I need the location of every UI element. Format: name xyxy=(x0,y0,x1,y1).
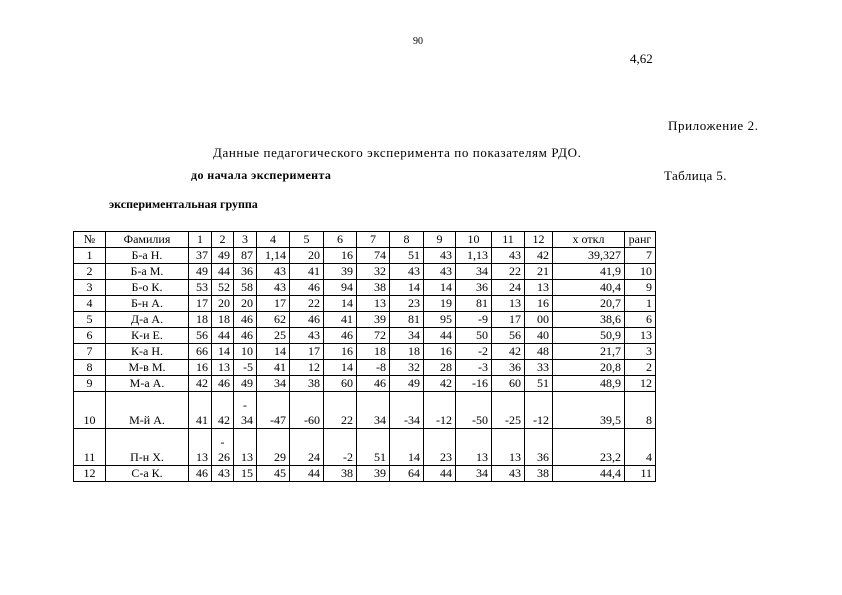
table-cell: 12 xyxy=(625,376,656,392)
table-cell: -8 xyxy=(357,360,390,376)
table-cell: -50 xyxy=(456,392,492,429)
table-cell: 13 xyxy=(525,280,553,296)
table-cell: 17 xyxy=(189,296,212,312)
surname-cell: С-а К. xyxy=(106,466,189,482)
surname-cell: К-а Н. xyxy=(106,344,189,360)
table-cell: 1,14 xyxy=(257,248,290,264)
table-cell: 18 xyxy=(189,312,212,328)
table-cell: 18 xyxy=(212,312,234,328)
surname-cell: М-в М. xyxy=(106,360,189,376)
table-cell: 42 xyxy=(189,376,212,392)
table-cell: 13 xyxy=(492,429,525,466)
table-cell: 94 xyxy=(324,280,357,296)
page-number: 90 xyxy=(413,36,423,47)
table-cell: 40,4 xyxy=(553,280,625,296)
table-cell: 6 xyxy=(625,312,656,328)
table-cell: 14 xyxy=(324,360,357,376)
table-cell: 56 xyxy=(492,328,525,344)
table-cell: 41 xyxy=(290,264,324,280)
table-cell: 46 xyxy=(290,312,324,328)
table-row xyxy=(74,392,656,429)
table-cell: 81 xyxy=(456,296,492,312)
table-cell: 44 xyxy=(212,264,234,280)
table-cell: 16 xyxy=(189,360,212,376)
table-cell: 38 xyxy=(525,466,553,482)
table-cell: 42 xyxy=(492,344,525,360)
table-cell: 52 xyxy=(212,280,234,296)
column-header: Фамилия xyxy=(106,232,189,248)
table-cell: 46 xyxy=(212,376,234,392)
table-cell: 42 xyxy=(212,392,234,429)
table-cell: 13 xyxy=(625,328,656,344)
table-cell: 42 xyxy=(525,248,553,264)
table-cell: 10 xyxy=(234,344,257,360)
surname-cell: П-н Х. xyxy=(106,429,189,466)
table-cell: 38 xyxy=(324,466,357,482)
top-value: 4,62 xyxy=(630,51,653,66)
table-cell: 36 xyxy=(456,280,492,296)
table-cell: 25 xyxy=(257,328,290,344)
table-cell: 39 xyxy=(324,264,357,280)
table-cell: 18 xyxy=(390,344,424,360)
table-cell: 49 xyxy=(189,264,212,280)
table-cell: 44 xyxy=(424,328,456,344)
table-cell: -9 xyxy=(456,312,492,328)
column-header: 12 xyxy=(525,232,553,248)
table-cell: 43 xyxy=(424,248,456,264)
column-header: ранг xyxy=(625,232,656,248)
table-cell: 43 xyxy=(257,280,290,296)
column-header: 6 xyxy=(324,232,357,248)
table-cell: 24 xyxy=(492,280,525,296)
table-cell: 24 xyxy=(290,429,324,466)
table-cell: 14 xyxy=(257,344,290,360)
table-cell: 34 xyxy=(456,466,492,482)
table-cell: 56 xyxy=(189,328,212,344)
table-cell: 28 xyxy=(424,360,456,376)
table-row xyxy=(74,296,656,312)
table-body xyxy=(74,248,656,482)
table-cell: 7 xyxy=(625,248,656,264)
table-cell: 2 xyxy=(625,360,656,376)
surname-cell: Б-а Н. xyxy=(106,248,189,264)
table-cell: 50,9 xyxy=(553,328,625,344)
table-row xyxy=(74,376,656,392)
table-cell: 23,2 xyxy=(553,429,625,466)
table-cell: 39,327 xyxy=(553,248,625,264)
table-cell: 44,4 xyxy=(553,466,625,482)
table-cell: 42 xyxy=(424,376,456,392)
table-cell: 60 xyxy=(324,376,357,392)
column-header: 2 xyxy=(212,232,234,248)
table-cell: 38 xyxy=(357,280,390,296)
table-cell: 45 xyxy=(257,466,290,482)
table-cell: 81 xyxy=(390,312,424,328)
table-cell: 20,7 xyxy=(553,296,625,312)
column-header: 1 xyxy=(189,232,212,248)
surname-cell: Б-а М. xyxy=(106,264,189,280)
table-cell: 16 xyxy=(324,248,357,264)
table-cell: 14 xyxy=(390,429,424,466)
table-cell: 58 xyxy=(234,280,257,296)
table-cell: 8 xyxy=(625,392,656,429)
table-cell: 44 xyxy=(424,466,456,482)
table-cell: 49 xyxy=(390,376,424,392)
table-cell: 34 xyxy=(257,376,290,392)
table-cell: 16 xyxy=(424,344,456,360)
table-row xyxy=(74,328,656,344)
table-cell: 17 xyxy=(492,312,525,328)
table-row xyxy=(74,429,656,466)
table-cell: 51 xyxy=(525,376,553,392)
table-cell: 21 xyxy=(525,264,553,280)
table-cell: 13 xyxy=(234,429,257,466)
table-cell: 29 xyxy=(257,429,290,466)
table-cell: 19 xyxy=(424,296,456,312)
table-cell: 41,9 xyxy=(553,264,625,280)
table-cell: 95 xyxy=(424,312,456,328)
table-row xyxy=(74,312,656,328)
table-cell: -2 xyxy=(324,429,357,466)
table-cell: -25 xyxy=(492,392,525,429)
table-cell: 87 xyxy=(234,248,257,264)
table-cell: 36 xyxy=(492,360,525,376)
column-header: 5 xyxy=(290,232,324,248)
table-cell: 14 xyxy=(212,344,234,360)
table-cell: 20 xyxy=(290,248,324,264)
table-cell: 44 xyxy=(290,466,324,482)
table-cell: 41 xyxy=(257,360,290,376)
table-cell: 66 xyxy=(189,344,212,360)
table-cell: 13 xyxy=(212,360,234,376)
table-cell: 62 xyxy=(257,312,290,328)
table-cell: -2 xyxy=(456,344,492,360)
table-row xyxy=(74,466,656,482)
surname-cell: Б-н А. xyxy=(106,296,189,312)
table-cell: 43 xyxy=(492,248,525,264)
table-cell: 46 xyxy=(357,376,390,392)
row-number: 4 xyxy=(74,296,106,312)
table-cell: 48 xyxy=(525,344,553,360)
table-cell: 74 xyxy=(357,248,390,264)
table-cell: 39,5 xyxy=(553,392,625,429)
table-cell: 49 xyxy=(234,376,257,392)
table-cell: 13 xyxy=(456,429,492,466)
column-header: x откл xyxy=(553,232,625,248)
table-cell: 46 xyxy=(189,466,212,482)
table-cell: -60 xyxy=(290,392,324,429)
row-number: 11 xyxy=(74,429,106,466)
table-cell: 33 xyxy=(525,360,553,376)
column-header: 11 xyxy=(492,232,525,248)
table-cell: 41 xyxy=(189,392,212,429)
table-cell: 12 xyxy=(290,360,324,376)
table-cell: 39 xyxy=(357,312,390,328)
table-cell: 32 xyxy=(357,264,390,280)
table-row xyxy=(74,264,656,280)
row-number: 5 xyxy=(74,312,106,328)
table-cell: - 34 xyxy=(234,392,257,429)
table-cell: 17 xyxy=(257,296,290,312)
table-cell: 40 xyxy=(525,328,553,344)
table-cell: 48,9 xyxy=(553,376,625,392)
table-cell: 00 xyxy=(525,312,553,328)
surname-cell: Д-а А. xyxy=(106,312,189,328)
table-cell: 13 xyxy=(189,429,212,466)
table-cell: 46 xyxy=(234,328,257,344)
table-cell: 23 xyxy=(424,429,456,466)
row-number: 9 xyxy=(74,376,106,392)
row-number: 2 xyxy=(74,264,106,280)
appendix-label: Приложение 2. xyxy=(668,118,759,133)
table-cell: 43 xyxy=(290,328,324,344)
table-cell: 38,6 xyxy=(553,312,625,328)
table-cell: 13 xyxy=(357,296,390,312)
table-cell: 36 xyxy=(525,429,553,466)
column-header: 9 xyxy=(424,232,456,248)
table-cell: 18 xyxy=(357,344,390,360)
column-header: 10 xyxy=(456,232,492,248)
table-cell: 16 xyxy=(525,296,553,312)
row-number: 12 xyxy=(74,466,106,482)
surname-cell: М-а А. xyxy=(106,376,189,392)
table-cell: 37 xyxy=(189,248,212,264)
table-row xyxy=(74,344,656,360)
table-cell: 1 xyxy=(625,296,656,312)
table-cell: 43 xyxy=(212,466,234,482)
table-cell: 38 xyxy=(290,376,324,392)
table-cell: 20 xyxy=(234,296,257,312)
document-title: Данные педагогического эксперимента по показателям РДО. xyxy=(213,145,582,160)
table-cell: 43 xyxy=(390,264,424,280)
table-cell: 60 xyxy=(492,376,525,392)
column-header: 8 xyxy=(390,232,424,248)
results-table xyxy=(73,231,656,482)
table-cell: 46 xyxy=(234,312,257,328)
row-number: 3 xyxy=(74,280,106,296)
table-cell: 43 xyxy=(424,264,456,280)
table-cell: 14 xyxy=(390,280,424,296)
table-cell: 13 xyxy=(492,296,525,312)
group-label: экспериментальная группа xyxy=(109,197,258,211)
table-cell: 20 xyxy=(212,296,234,312)
table-cell: 39 xyxy=(357,466,390,482)
table-cell: -16 xyxy=(456,376,492,392)
table-cell: 64 xyxy=(390,466,424,482)
table-cell: 22 xyxy=(324,392,357,429)
table-cell: 14 xyxy=(324,296,357,312)
row-number: 1 xyxy=(74,248,106,264)
column-header: № xyxy=(74,232,106,248)
table-cell: 34 xyxy=(390,328,424,344)
table-cell: 36 xyxy=(234,264,257,280)
table-row xyxy=(74,280,656,296)
table-cell: 15 xyxy=(234,466,257,482)
table-cell: 16 xyxy=(324,344,357,360)
row-number: 8 xyxy=(74,360,106,376)
table-cell: 72 xyxy=(357,328,390,344)
column-header: 4 xyxy=(257,232,290,248)
surname-cell: Б-о К. xyxy=(106,280,189,296)
row-number: 10 xyxy=(74,392,106,429)
table-cell: 20,8 xyxy=(553,360,625,376)
table-cell: -34 xyxy=(390,392,424,429)
table-cell: 53 xyxy=(189,280,212,296)
table-row xyxy=(74,360,656,376)
table-cell: 22 xyxy=(290,296,324,312)
table-cell: 4 xyxy=(625,429,656,466)
table-cell: 3 xyxy=(625,344,656,360)
table-row xyxy=(74,248,656,264)
table-cell: 44 xyxy=(212,328,234,344)
table-cell: 43 xyxy=(257,264,290,280)
table-cell: 50 xyxy=(456,328,492,344)
table-cell: 49 xyxy=(212,248,234,264)
table-cell: 41 xyxy=(324,312,357,328)
table-cell: 34 xyxy=(456,264,492,280)
table-label: Таблица 5. xyxy=(664,168,727,183)
table-cell: 14 xyxy=(424,280,456,296)
surname-cell: М-й А. xyxy=(106,392,189,429)
table-cell: 23 xyxy=(390,296,424,312)
table-cell: 46 xyxy=(290,280,324,296)
table-cell: 17 xyxy=(290,344,324,360)
row-number: 7 xyxy=(74,344,106,360)
column-header: 7 xyxy=(357,232,390,248)
table-header-row xyxy=(74,232,656,248)
table-cell: -12 xyxy=(424,392,456,429)
table-cell: 10 xyxy=(625,264,656,280)
table-cell: 51 xyxy=(390,248,424,264)
table-cell: -12 xyxy=(525,392,553,429)
document-subtitle: до начала эксперимента xyxy=(191,168,332,182)
table-cell: 51 xyxy=(357,429,390,466)
table-cell: 21,7 xyxy=(553,344,625,360)
table-cell: 9 xyxy=(625,280,656,296)
table-cell: 43 xyxy=(492,466,525,482)
table-cell: -5 xyxy=(234,360,257,376)
table-cell: 1,13 xyxy=(456,248,492,264)
table-cell: - 26 xyxy=(212,429,234,466)
row-number: 6 xyxy=(74,328,106,344)
table-cell: -3 xyxy=(456,360,492,376)
table-cell: 34 xyxy=(357,392,390,429)
table-cell: 32 xyxy=(390,360,424,376)
table-cell: -47 xyxy=(257,392,290,429)
column-header: 3 xyxy=(234,232,257,248)
table-cell: 46 xyxy=(324,328,357,344)
table-cell: 11 xyxy=(625,466,656,482)
table-cell: 22 xyxy=(492,264,525,280)
surname-cell: К-и Е. xyxy=(106,328,189,344)
